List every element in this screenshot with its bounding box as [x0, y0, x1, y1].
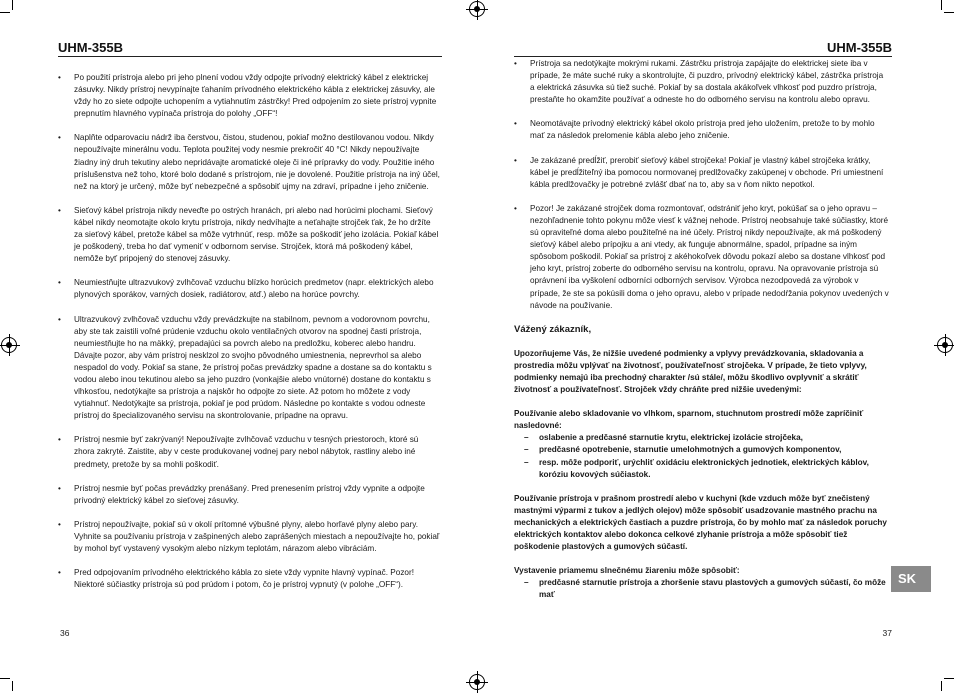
- safety-list: [514, 58, 889, 312]
- humidity-title: Používanie alebo skladovanie vo vlhkom, sparnom, stuchnutom prostredí môže zapríčiniť nasledovné:: [514, 409, 864, 431]
- section-title: Vážený zákazník,: [514, 323, 592, 335]
- sun-title: Vystavenie priamemu slnečnému žiareniu môže spôsobiť:: [514, 566, 740, 576]
- humidity-list: [514, 432, 889, 480]
- page-header: UHM-355B: [58, 40, 124, 55]
- list-item: – oslabenie a predčasné starnutie krytu, elektrickej izolácie strojčeka,: [514, 432, 889, 444]
- list-item: • Je zakázané predĺžiť, prerobiť sieťový kábel strojčeka! Pokiaľ je vlastný kábel strojčeka krátky, kábel je predĺžiteľný iba pomocou normovanej predlžovačky zakúpenej v obchode. Pri umiestnení kábla predlžovačky je potrebné zvlášť dbať na to, aby sa v ňom nikto nepotkol.: [514, 155, 889, 191]
- header-rule: [514, 56, 892, 57]
- list-item: • Naplňte odparovaciu nádrž iba čerstvou, čistou, studenou, pokiaľ možno destilovanou vodou. Nikdy nepoužívajte minerálnu vodu. Teplota použitej vody nesmie prekročiť 40 °C! Nikdy nepoužívajte žiadny iný druh tekutiny alebo nepridávajte aromatické oleje či iné prípravky do vody. Použitie iného príslušenstva než toho, ktoré bolo dodané s prístrojom, nie je dovolené. Použitie prístroja na iný účel, než na ktorý je určený, môže byť nebezpečné a spôsobiť ujmy na zdraví, prípadne i jeho zničenie.: [58, 132, 440, 192]
- right-column: [514, 58, 889, 613]
- language-tab: SK: [891, 566, 931, 592]
- page-number: 36: [60, 628, 70, 638]
- list-item: • Prístroja sa nedotýkajte mokrými rukami. Zástrčku prístroja zapájajte do elektrickej siete iba v prípade, že máte suché ruky a skontrolujte, či puzdro, prívodný elektrický kábel, zástrčka prístroja a elektrická zásuvka sú tiež suché. Pokiaľ by sa dostala akákoľvek vlhkosť pod puzdro prístroja, prestaňte ho okamžite používať a odneste ho do odborného servisu na kontrolu alebo opravu.: [514, 58, 889, 106]
- list-item: – predčasné opotrebenie, starnutie umelohmotných a gumových komponentov,: [514, 444, 889, 456]
- list-item: – resp. môže podporiť, urýchliť oxidáciu elektronických jednotiek, elektrických káblov, koróziu kovových súčiastok.: [514, 457, 889, 481]
- list-item: • Sieťový kábel prístroja nikdy neveďte po ostrých hranách, pri alebo nad horúcimi plochami. Sieťový kábel nikdy neomotajte okolo krytu prístroja, nikdy nedvíhajte a neťahajte strojček ťak, že ho držíte za sieťový kábel, pretože kábel sa môže vytrhnúť, resp. môže sa poškodiť jeho izolácia. Pokiaľ kábel je poškodený, treba ho dať vymeniť v odbornom servise. Strojček, ktorá má poškodený kábel, nemôže byť pripojený do stenovej zásuvky.: [58, 205, 440, 265]
- right-page: [477, 0, 954, 691]
- dust-paragraph: Používanie prístroja v prašnom prostredí alebo v kuchyni (kde vzduch môže byť znečistený mastnými výparmi z tukov a jedlých olejov) môže spôsobiť usadzovanie mastného prachu na mechanických a elektrických častiach a puzdre prístroja, čo by mohlo mať za následok poruchy elektrických kontaktov alebo dokonca celkové zlyhanie prístroja a môže spôsobiť tiež poškodenie plastových a gumových súčastí.: [514, 493, 887, 552]
- sun-list: [514, 577, 889, 601]
- list-item: • Neomotávajte prívodný elektrický kábel okolo prístroja pred jeho uložením, pretože to by mohlo mať za následok prelomenie kábla alebo jeho zničenie.: [514, 118, 889, 142]
- list-item: • Prístroj nesmie byť počas prevádzky prenášaný. Pred prenesením prístroj vždy vypnite a odpojte prívodný elektrický kábel zo sieťovej zásuvky.: [58, 483, 440, 507]
- safety-list: [58, 72, 440, 591]
- page-number: 37: [882, 628, 892, 638]
- list-item: • Prístroj nesmie byť zakrývaný! Nepoužívajte zvlhčovač vzduchu v tesných priestoroch, ktoré sú zhora zakryté. Zaistite, aby v ceste produkovanej vodnej pary nebol nábytok, rastliny alebo iné predmety, pretože by sa mohli poškodiť.: [58, 434, 440, 470]
- list-item: • Neumiestňujte ultrazvukový zvlhčovač vzduchu blízko horúcich predmetov (napr. elektrických alebo plynových sporákov, varných dosiek, radiátorov, atď.) alebo na horúce povrchy.: [58, 277, 440, 301]
- list-item: • Prístroj nepoužívajte, pokiaľ sú v okolí prítomné výbušné plyny, alebo horľavé plyny alebo pary. Vyhnite sa používaniu prístroja v zašpinených alebo zaprášených miestach a nepoužívajte ho, pokiaľ by mohol byť vystavený vysokým alebo nízkym teplotám, nárazom alebo vibráciám.: [58, 519, 440, 555]
- list-item: • Po použití prístroja alebo pri jeho plnení vodou vždy odpojte prívodný elektrický kábel z elektrickej zásuvky. Nikdy prístroj nevypínajte ťahaním prívodného elektrického kábla z elektrickej zásuvky, ale vždy ho zo siete odpojte uchopením a vytiahnutím zástrčky! Pred odpojením zo siete prístroj vypnite prepnutím hlavného vypínača prístroja do polohy „OFF“!: [58, 72, 440, 120]
- list-item: • Pozor! Je zakázané strojček doma rozmontovať, odstrániť jeho kryt, pokúšať sa o jeho opravu – nezohľadnenie tohto pokynu môže viesť k vážnej nehode. Prístroj neobsahuje také súčiastky, ktoré sú opraviteľné doma alebo použiteľné na iné účely. Prístroj nikdy nepoužívajte, ak má poškodený sieťový kábel alebo prípojku a ani vtedy, ak funguje abnormálne, spadol, prípadne sa iným spôsobom poškodil. Pokiaľ sa prístroj z akéhokoľvek dôvodu pokazí alebo sa dostane vlhkosť pod jeho kryt, prístroj zoberte do odborného servisu na kontrolu, opravu. Na opravovanie prístroja sú oprávnení iba vyškolení odborníci odborných servisov. Výrobca nezodpovedá za výrobok v prípade, že ste sa pokúsili doma o jeho opravu, alebo v prípade nedodŕžania pokynov uvedených v návode na používanie.: [514, 203, 889, 312]
- left-page: [0, 0, 477, 691]
- page-header: UHM-355B: [826, 40, 892, 55]
- list-item: • Ultrazvukový zvlhčovač vzduchu vždy prevádzkujte na stabilnom, pevnom a vodorovnom povrchu, aby ste tak zaistili voľné prúdenie vzduchu okolo ventilačných otvorov na spodnej časti prístroja, neumiestňujte ho na mäkký, prepadajúci sa povrch alebo na predložku, koberec alebo handru. Dávajte pozor, aby vám prístroj nesklzol zo svojho pôvodného umiestnenia, neprevrhol sa alebo nespadol do vody. Pokiaľ sa stane, že prístroj počas prevádzky spadne a dostane sa do kontaktu s vodou alebo inou tekutinou alebo sa jeho puzdro (vonkajšie alebo vnútorné) dostane do kontaktu s vlhkosťou, nedotýkajte sa prístroja a najskôr ho odpojte zo siete. Až potom ho môžete z vody vytiahnuť. Nedotýkajte sa prístroja, pokiaľ je pod prúdom. Následne po kontakte s vodou odneste prístroj do špecializovaného servisu na skontrolovanie, prípadne na opravu.: [58, 314, 440, 423]
- intro-paragraph: Upozorňujeme Vás, že nižšie uvedené podmienky a vplyvy prevádzkovania, skladovania a prostredia môžu vplývať na životnosť, používateľnosť strojčeka. V prípade, že tieto vplyvy, podmienky nemajú iba prechodný charakter /sú stále/, môžu škodlivo ovplyvniť a skrátiť životnosť a používateľnosť. Strojček vždy chráňte pred nižšie uvedenými:: [514, 348, 867, 395]
- list-item: – predčasné starnutie prístroja a zhoršenie stavu plastových a gumových súčastí, čo môže mať: [514, 577, 889, 601]
- list-item: • Pred odpojovaním prívodného elektrického kábla zo siete vždy vypnite hlavný vypínač. Pozor! Niektoré súčiastky prístroja sú pod prúdom i potom, čo je prístroj vypnutý (v polohe „OFF“).: [58, 567, 440, 591]
- header-rule: [58, 56, 442, 57]
- left-column: [58, 72, 440, 603]
